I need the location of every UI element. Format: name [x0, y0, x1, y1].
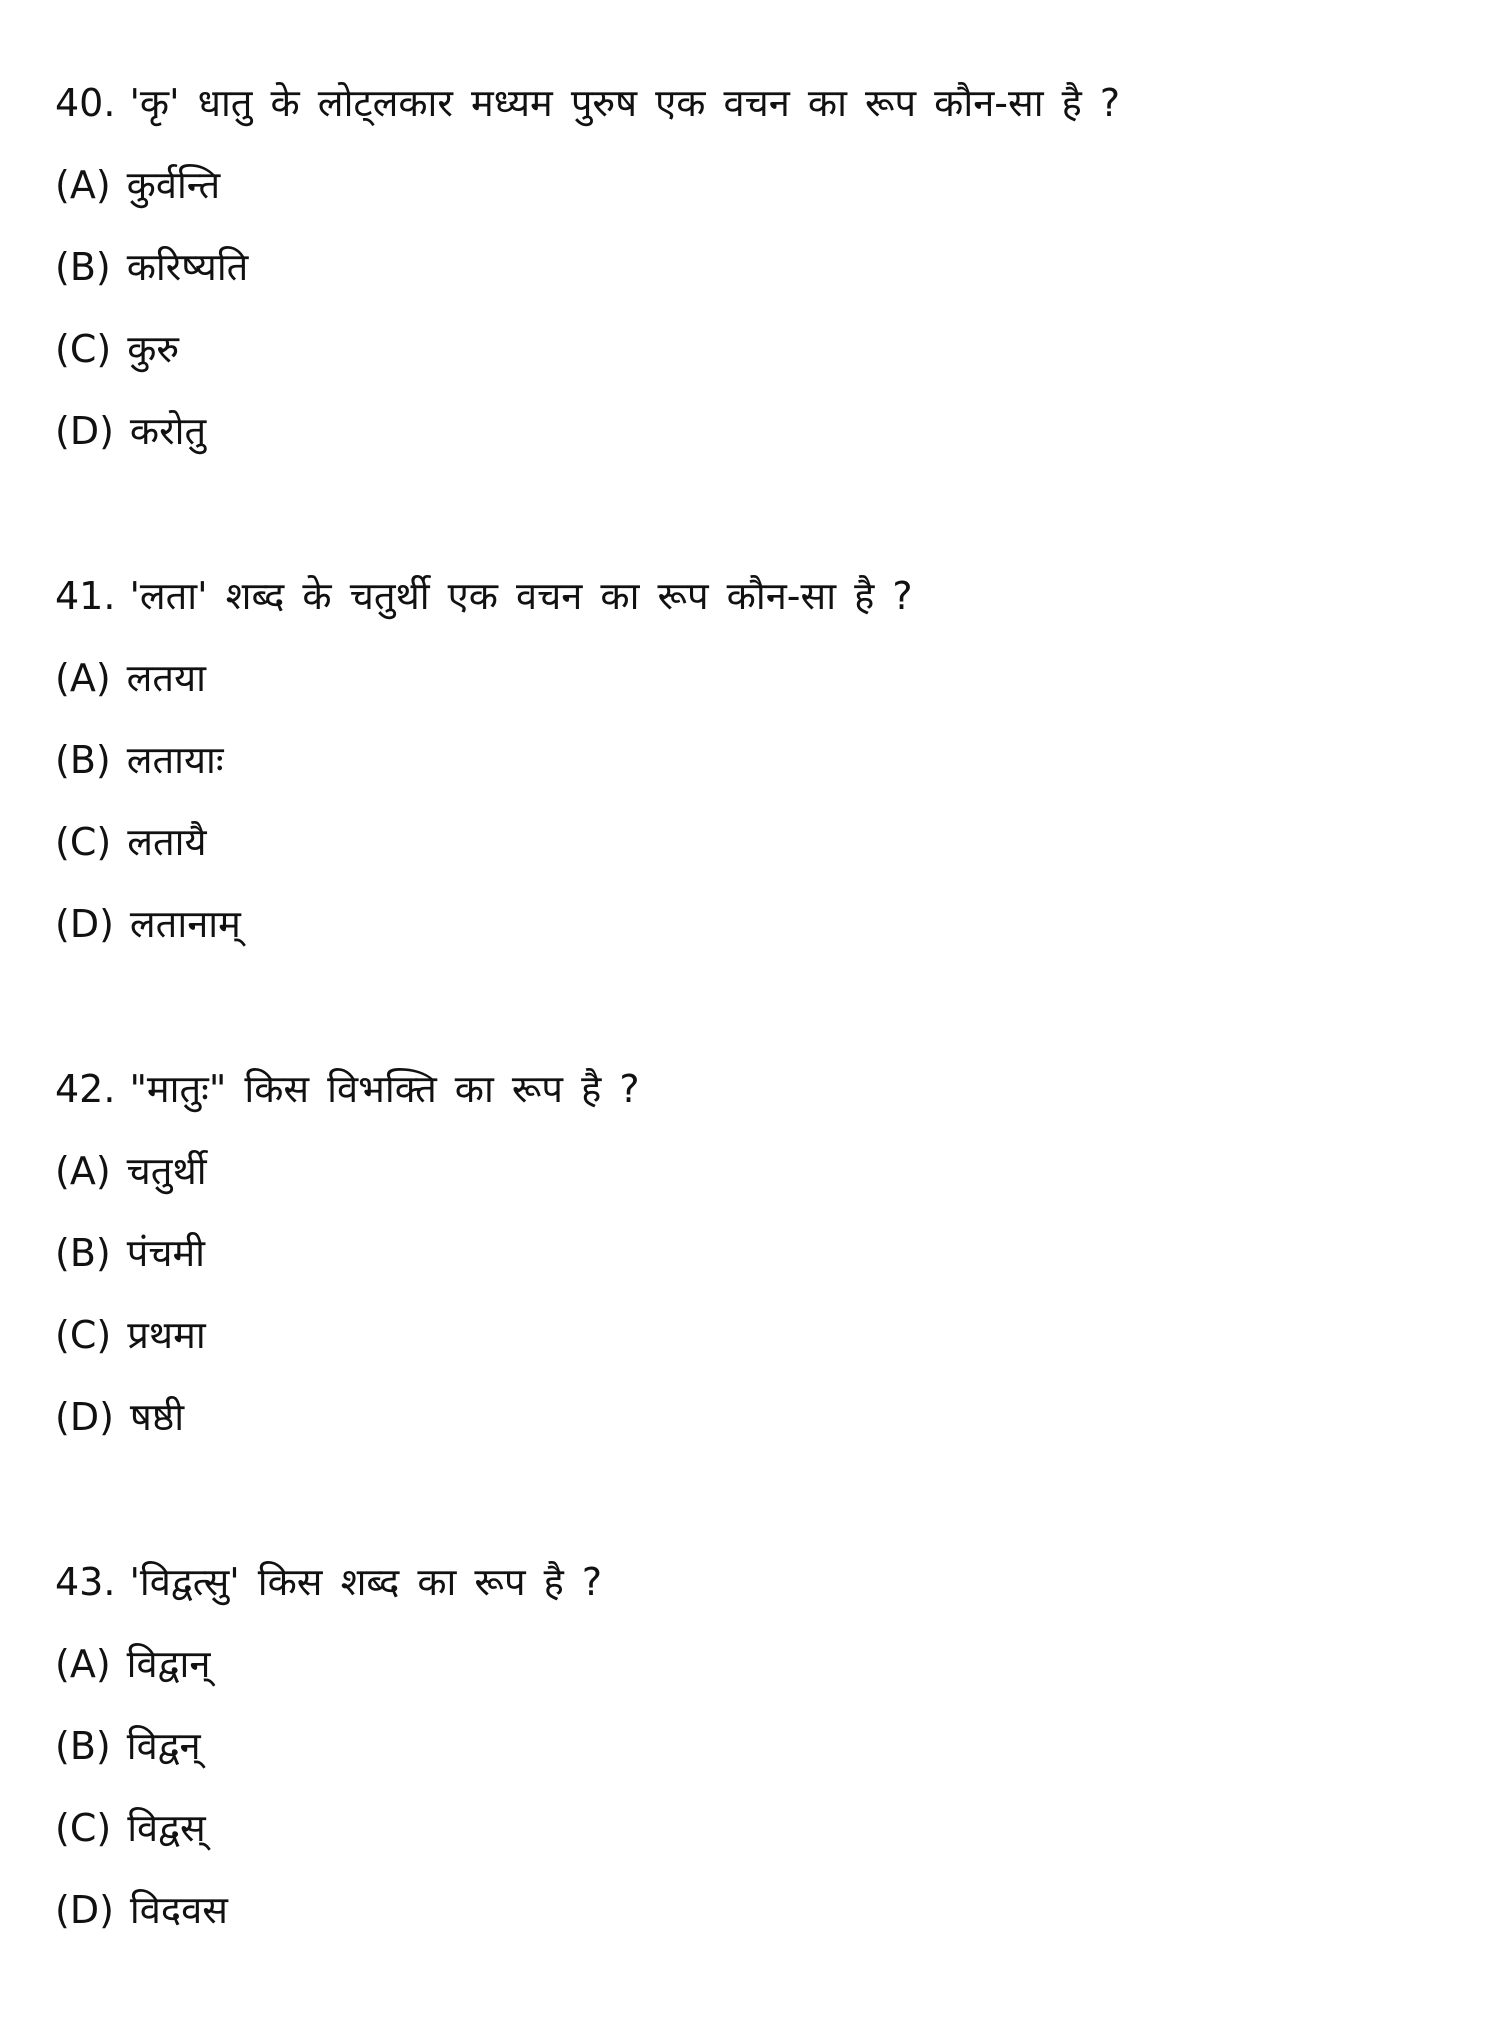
option-label: (A) [55, 163, 111, 207]
option-text: विद्वान् [126, 1642, 211, 1686]
option-text: प्रथमा [127, 1313, 206, 1357]
question-40 [55, 62, 1455, 472]
option-d [55, 390, 1455, 472]
option-label: (D) [55, 1888, 114, 1932]
option-text: पंचमी [126, 1231, 206, 1275]
option-d [55, 1869, 1455, 1951]
question-text-row [55, 555, 1455, 637]
option-label: (A) [55, 1642, 111, 1686]
option-label: (D) [55, 409, 114, 453]
option-text: चतुर्थी [126, 1149, 207, 1193]
question-text: 'लता' शब्द के चतुर्थी एक वचन का रूप कौन-सा है ? [129, 574, 913, 618]
option-label: (A) [55, 656, 111, 700]
option-text: करोतु [129, 409, 207, 453]
option-text: कुर्वन्ति [126, 163, 221, 207]
option-c [55, 308, 1455, 390]
option-text: लतया [126, 656, 206, 700]
option-label: (B) [55, 1231, 111, 1275]
option-text: लतायै [127, 820, 207, 864]
option-b [55, 226, 1455, 308]
option-d [55, 1376, 1455, 1458]
option-label: (D) [55, 1395, 114, 1439]
option-b [55, 719, 1455, 801]
question-text: 'विद्वत्सु' किस शब्द का रूप है ? [129, 1560, 603, 1604]
option-text: लतानाम् [129, 902, 241, 946]
option-text: षष्ठी [129, 1395, 185, 1439]
option-text: विद्वस् [127, 1806, 206, 1850]
option-label: (C) [55, 1313, 112, 1357]
question-41 [55, 555, 1455, 965]
option-label: (B) [55, 245, 111, 289]
option-text: विद्वन् [126, 1724, 201, 1768]
question-text-row [55, 1048, 1455, 1130]
option-b [55, 1212, 1455, 1294]
option-a [55, 1130, 1455, 1212]
question-42 [55, 1048, 1455, 1458]
option-label: (C) [55, 1806, 112, 1850]
option-label: (C) [55, 820, 112, 864]
option-c [55, 1787, 1455, 1869]
option-a [55, 144, 1455, 226]
option-text: कुरु [127, 327, 180, 371]
option-label: (B) [55, 1724, 111, 1768]
question-number: 41. [55, 574, 116, 618]
question-text-row [55, 62, 1455, 144]
option-label: (A) [55, 1149, 111, 1193]
question-number: 43. [55, 1560, 116, 1604]
question-text: 'कृ' धातु के लोट्लकार मध्यम पुरुष एक वचन का रूप कौन-सा है ? [129, 81, 1121, 125]
question-text-row [55, 1541, 1455, 1623]
option-d [55, 883, 1455, 965]
option-text: विदवस [129, 1888, 228, 1932]
question-number: 40. [55, 81, 116, 125]
question-43 [55, 1541, 1455, 1951]
option-c [55, 801, 1455, 883]
option-a [55, 1623, 1455, 1705]
option-text: करिष्यति [126, 245, 249, 289]
option-label: (C) [55, 327, 112, 371]
option-a [55, 637, 1455, 719]
option-label: (B) [55, 738, 111, 782]
question-number: 42. [55, 1067, 116, 1111]
question-text: "मातुः" किस विभक्ति का रूप है ? [129, 1067, 640, 1111]
option-c [55, 1294, 1455, 1376]
option-text: लतायाः [126, 738, 224, 782]
option-b [55, 1705, 1455, 1787]
option-label: (D) [55, 902, 114, 946]
